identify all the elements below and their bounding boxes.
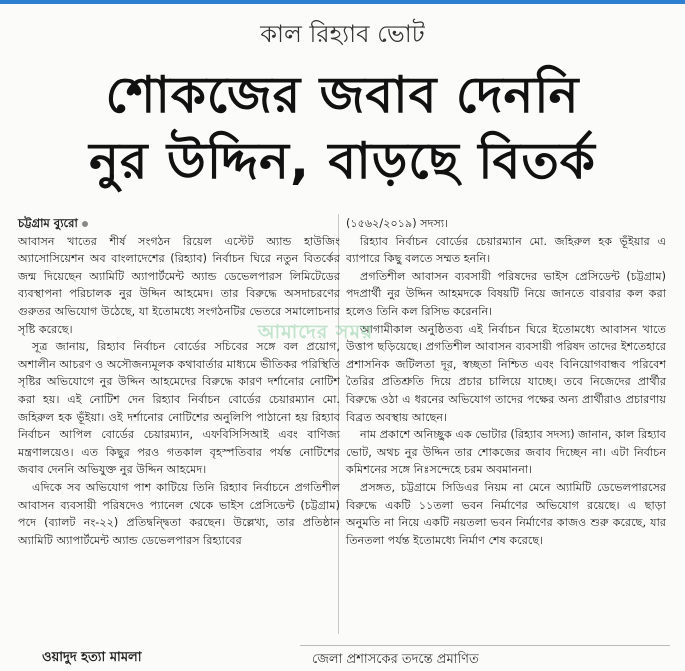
article-column-left <box>18 215 340 549</box>
paragraph: এদিকে সব অভিযোগ পাশ কাটিয়ে তিনি রিহ্যাব নির্বাচনে প্রগতিশীল আবাসন ব্যবসায়ী পরিষদেও প্যানেল থেকে ভাইস প্রেসিডেন্ট (চট্টগ্রাম) পদে (ব্যালট নং-২২) প্রতিদ্বন্দ্বিতা করছেন। উল্লেখ্য, তার প্রতিষ্ঠান অ্যামিটি অ্যাপার্টমেন্ট অ্যান্ড ডেভেলপারস রিহ্যাবের <box>18 480 340 547</box>
paragraph: প্রসঙ্গত, চট্টগ্রামে সিডিএর নিয়ম না মেনে অ্যামিটি ডেভেলপারসের বিরুদ্ধে একটি ১১তলা ভবন নির্মাণের অভিযোগ রয়েছে। এ ছাড়া অনুমতি না নিয়ে একটি নয়তলা ভবন নির্মাণের কাজও শুরু করেছে, যার তিনতলা পর্যন্ত ইতোমধ্যে নির্মাণ শেষ করেছে। <box>346 480 666 547</box>
article-column-right <box>346 215 666 549</box>
next-article-headline-right: জেলা প্রশাসকের তদন্তে প্রমাণিত <box>312 652 479 667</box>
kicker: কাল রিহ্যাব ভোট <box>260 20 425 48</box>
paragraph: নাম প্রকাশে অনিচ্ছুক এক ভোটার (রিহ্যাব সদস্য) জানান, কাল রিহ্যাব ভোট, অথচ নুর উদ্দিন তার শোকজের জবাব দিচ্ছেন না। এটা নির্বাচন কমিশনের সঙ্গে নিঃসন্দেহে চরম অবমাননা। <box>346 428 666 477</box>
paragraph: প্রগতিশীল আবাসন ব্যবসায়ী পরিষদের ভাইস প্রেসিডেন্ট (চট্টগ্রাম) পদপ্রার্থী নুর উদ্দিন আহমদকে বিষয়টি নিয়ে জানতে বারবার কল করা হলেও তিনি কল রিসিভ করেননি। <box>346 269 666 318</box>
footer-divider <box>300 645 670 646</box>
byline-dot-icon <box>82 221 88 227</box>
paragraph: (১৫৬২/২০১৯) সদস্য। <box>346 217 449 230</box>
paragraph: সূত্র জানায়, রিহ্যাব নির্বাচন বোর্ডের সচিবের সঙ্গে বল প্রয়োগ, অশালীন আচরণ ও অসৌজন্যমূলক কথাবার্তার মাধ্যমে ভীতিকর পরিস্থিতি সৃষ্টির অভিযোগে নুর উদ্দিন আহমেদের বিরুদ্ধে কারণ দর্শানোর নোটিশ করা হয়। এই নোটিশ দেন রিহ্যাব নির্বাচন বোর্ডের চেয়ারম্যান মো. জহিরুল হক ভূঁইয়া। ওই দর্শানোর নোটিশের অনুলিপি পাঠানো হয় রিহ্যাব নির্বাচন আপিল বোর্ডের চেয়ারম্যান, এফবিসিসিআই এবং বাণিজ্য মন্ত্রণালয়েও। এত কিছুর পরও গতকাল বৃহস্পতিবার পর্যন্ত নোটিশের জবাব দেননি অভিযুক্ত নুর উদ্দিন আহমেদ। <box>18 340 340 477</box>
byline-text: চট্টগ্রাম ব্যুরো <box>18 216 78 230</box>
headline-line-1: শোকজের জবাব দেননি <box>105 66 580 124</box>
top-accent-line <box>0 0 685 4</box>
paragraph: আগামীকাল অনুষ্ঠিতব্য এই নির্বাচন ঘিরে ইতোমধ্যে আবাসন খাতে উত্তাপ ছড়িয়েছে। প্রগতিশীল আবাসন ব্যবসায়ী পরিষদ তাদের ইশতেহারে প্রশাসনিক জটিলতা দূর, স্বচ্ছতা নিশ্চিত এবং বিনিয়োগবান্ধব পরিবেশ তৈরির প্রতিশ্রুতি দিয়ে প্রচার চালিয়ে যাচ্ছে। তবে নিজেদের প্রার্থীর বিরুদ্ধে ওঠা এ ধরনের অভিযোগ তাদের পক্ষের অন্য প্রার্থীরাও প্রচারণায় বিব্রত অবস্থায় আছেন। <box>346 322 666 424</box>
paragraph: আবাসন খাতের শীর্ষ সংগঠন রিয়েল এস্টেট অ্যান্ড হাউজিং অ্যাসোসিয়েশন অব বাংলাদেশের (রিহ্যাব) নির্বাচন ঘিরে নতুন বিতর্কের জন্ম দিয়েছেন অ্যামিটি অ্যাপার্টমেন্ট অ্যান্ড ডেভেলপারস লিমিটেডের ব্যবস্থাপনা পরিচালক নুর উদ্দিন আহমেদ। তার বিরুদ্ধে অসদাচরণের গুরুতর অভিযোগ উঠেছে, যা ইতোমধ্যে সংগঠনটির ভেতরে সমালোচনার সৃষ্টি করেছে। <box>18 234 340 336</box>
byline <box>18 215 340 233</box>
headline-line-2: নুর উদ্দিন, বাড়ছে বিতর্ক <box>89 132 596 190</box>
paragraph: রিহ্যাব নির্বাচন বোর্ডের চেয়ারম্যান মো. জহিরুল হক ভূঁইয়ার এ ব্যাপারে কিছু বলতে সম্মত হননি। <box>346 234 666 266</box>
publisher-watermark: আমাদের সময় <box>258 321 374 343</box>
next-article-headline-left: ওয়াদুদ হত্যা মামলা <box>42 650 142 665</box>
